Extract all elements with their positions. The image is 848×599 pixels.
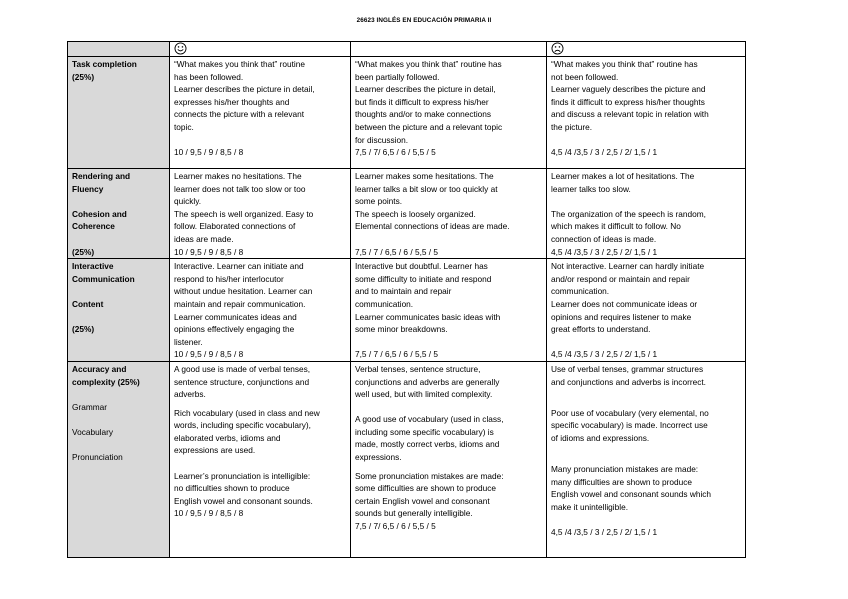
criterion-task-completion: Task completion (25%) [68, 57, 170, 169]
interactive-low-cell: Not interactive. Learner can hardly initiate and/or respond or maintain and repair communication. Learner does not communicate ideas or opinions and requires listener to make great efforts to understand. 4,5 /4 /3,5 / 3 / 2,5 / 2/ 1,5 / 1 [547, 259, 746, 362]
rubric-table [67, 41, 746, 558]
task-high-cell: “What makes you think that” routine has been followed. Learner describes the picture in detail, expresses his/her thoughts and connects the picture with a relevant topic. 10 / 9,5 / 9 / 8,5 / 8 [170, 57, 351, 169]
header-blank-cell [68, 42, 170, 57]
score-range: 10 / 9,5 / 9 / 8,5 / 8 [174, 349, 244, 360]
interactive-high-cell: Interactive. Learner can initiate and respond to his/her interlocutor without undue hesitation. Learner can maintain and repair communication. Learner communicates ideas and opinions effectively engaging the listener. 10 / 9,5 / 9 / 8,5 / 8 [170, 259, 351, 362]
rendering-low-cell: Learner makes a lot of hesitations. The learner talks too slow. The organization of the speech is random, which makes it difficult to follow. No connection of ideas is made. 4,5 /4 /3,5 / 3 / 2,5 / 2/ 1,5 / 1 [547, 169, 746, 259]
accuracy-high-cell: A good use is made of verbal tenses, sentence structure, conjunctions and adverbs. Rich vocabulary (used in class and new words, including specific vocabulary), elaborated verbs, idioms and expressions are used. Learner’s pronunciation is intelligible: no difficulties shown to produce English vowel and consonant sounds. 10 / 9,5 / 9 / 8,5 / 8 [170, 361, 351, 557]
task-completion-row [68, 57, 746, 169]
page-title: 26623 INGLÉS EN EDUCACIÓN PRIMARIA II [356, 17, 492, 24]
accuracy-complexity-row [68, 361, 746, 557]
header-high-cell [170, 42, 351, 57]
task-mid-cell: “What makes you think that” routine has been partially followed. Learner describes the picture in detail, but finds it difficult to express his/her thoughts and/or to make connections between the picture and a relevant topic for discussion. 7,5 / 7/ 6,5 / 6 / 5,5 / 5 [351, 57, 547, 169]
score-range: 10 / 9,5 / 9 / 8,5 / 8 [174, 246, 244, 257]
accuracy-mid-cell: Verbal tenses, sentence structure, conjunctions and adverbs are generally well used, but with limited complexity. A good use of vocabulary (used in class, including some specific vocabulary) is made, mostly correct verbs, idioms and expressions. Some pronunciation mistakes are made: some difficulties are shown to produce certain English vowel and consonant sounds but generally intelligible. 7,5 / 7/ 6,5 / 6 / 5,5 / 5 [351, 361, 547, 557]
interactive-mid-cell: Interactive but doubtful. Learner has some difficulty to initiate and respond and to maintain and repair communication. Learner communicates basic ideas with some minor breakdowns. 7,5 / 7 / 6,5 / 6 / 5,5 / 5 [351, 259, 547, 362]
accuracy-low-cell: Use of verbal tenses, grammar structures and conjunctions and adverbs is incorrect. Poor use of vocabulary (very elemental, no specific vocabulary) is made. Incorrect use of idioms and expressions. Many pronunciation mistakes are made: many difficulties are shown to produce English vowel and consonant sounds which make it unintelligible. 4,5 /4 /3,5 / 3 / 2,5 / 2/ 1,5 / 1 [547, 361, 746, 557]
score-range: 7,5 / 7 / 6,5 / 6 / 5,5 / 5 [355, 349, 439, 360]
criterion-accuracy-complexity: Accuracy and complexity (25%) Grammar Vocabulary Pronunciation [68, 361, 170, 557]
score-range: 7,5 / 7 / 6,5 / 6 / 5,5 / 5 [355, 246, 439, 257]
score-range: 7,5 / 7/ 6,5 / 6 / 5,5 / 5 [355, 147, 436, 158]
rendering-mid-cell: Learner makes some hesitations. The learner talks a bit slow or too quickly at some points. The speech is loosely organized. Elemental connections of ideas are made. 7,5 / 7 / 6,5 / 6 / 5,5 / 5 [351, 169, 547, 259]
sad-face-icon [551, 42, 564, 55]
score-range: 4,5 /4 /3,5 / 3 / 2,5 / 2/ 1,5 / 1 [551, 349, 658, 360]
happy-face-icon [174, 42, 187, 55]
criterion-interactive-communication: Interactive Communication Content (25%) [68, 259, 170, 362]
score-range: 4,5 /4 /3,5 / 3 / 2,5 / 2/ 1,5 / 1 [551, 246, 658, 257]
header-row [68, 42, 746, 57]
score-range: 7,5 / 7/ 6,5 / 6 / 5,5 / 5 [355, 521, 436, 532]
task-low-cell: “What makes you think that” routine has not been followed. Learner vaguely describes the picture and finds it difficult to express his/her thoughts and discuss a relevant topic in relation with the picture. 4,5 /4 /3,5 / 3 / 2,5 / 2/ 1,5 / 1 [547, 57, 746, 169]
criterion-rendering-fluency: Rendering and Fluency Cohesion and Coherence (25%) [68, 169, 170, 259]
header-low-cell [547, 42, 746, 57]
interactive-communication-row [68, 259, 746, 362]
header-mid-cell [351, 42, 547, 57]
rendering-fluency-row [68, 169, 746, 259]
score-range: 10 / 9,5 / 9 / 8,5 / 8 [174, 147, 244, 158]
score-range: 4,5 /4 /3,5 / 3 / 2,5 / 2/ 1,5 / 1 [551, 147, 658, 158]
score-range: 4,5 /4 /3,5 / 3 / 2,5 / 2/ 1,5 / 1 [551, 527, 658, 538]
score-range: 10 / 9,5 / 9 / 8,5 / 8 [174, 508, 244, 519]
rendering-high-cell: Learner makes no hesitations. The learner does not talk too slow or too quickly. The speech is well organized. Easy to follow. Elaborated connections of ideas are made. 10 / 9,5 / 9 / 8,5 / 8 [170, 169, 351, 259]
